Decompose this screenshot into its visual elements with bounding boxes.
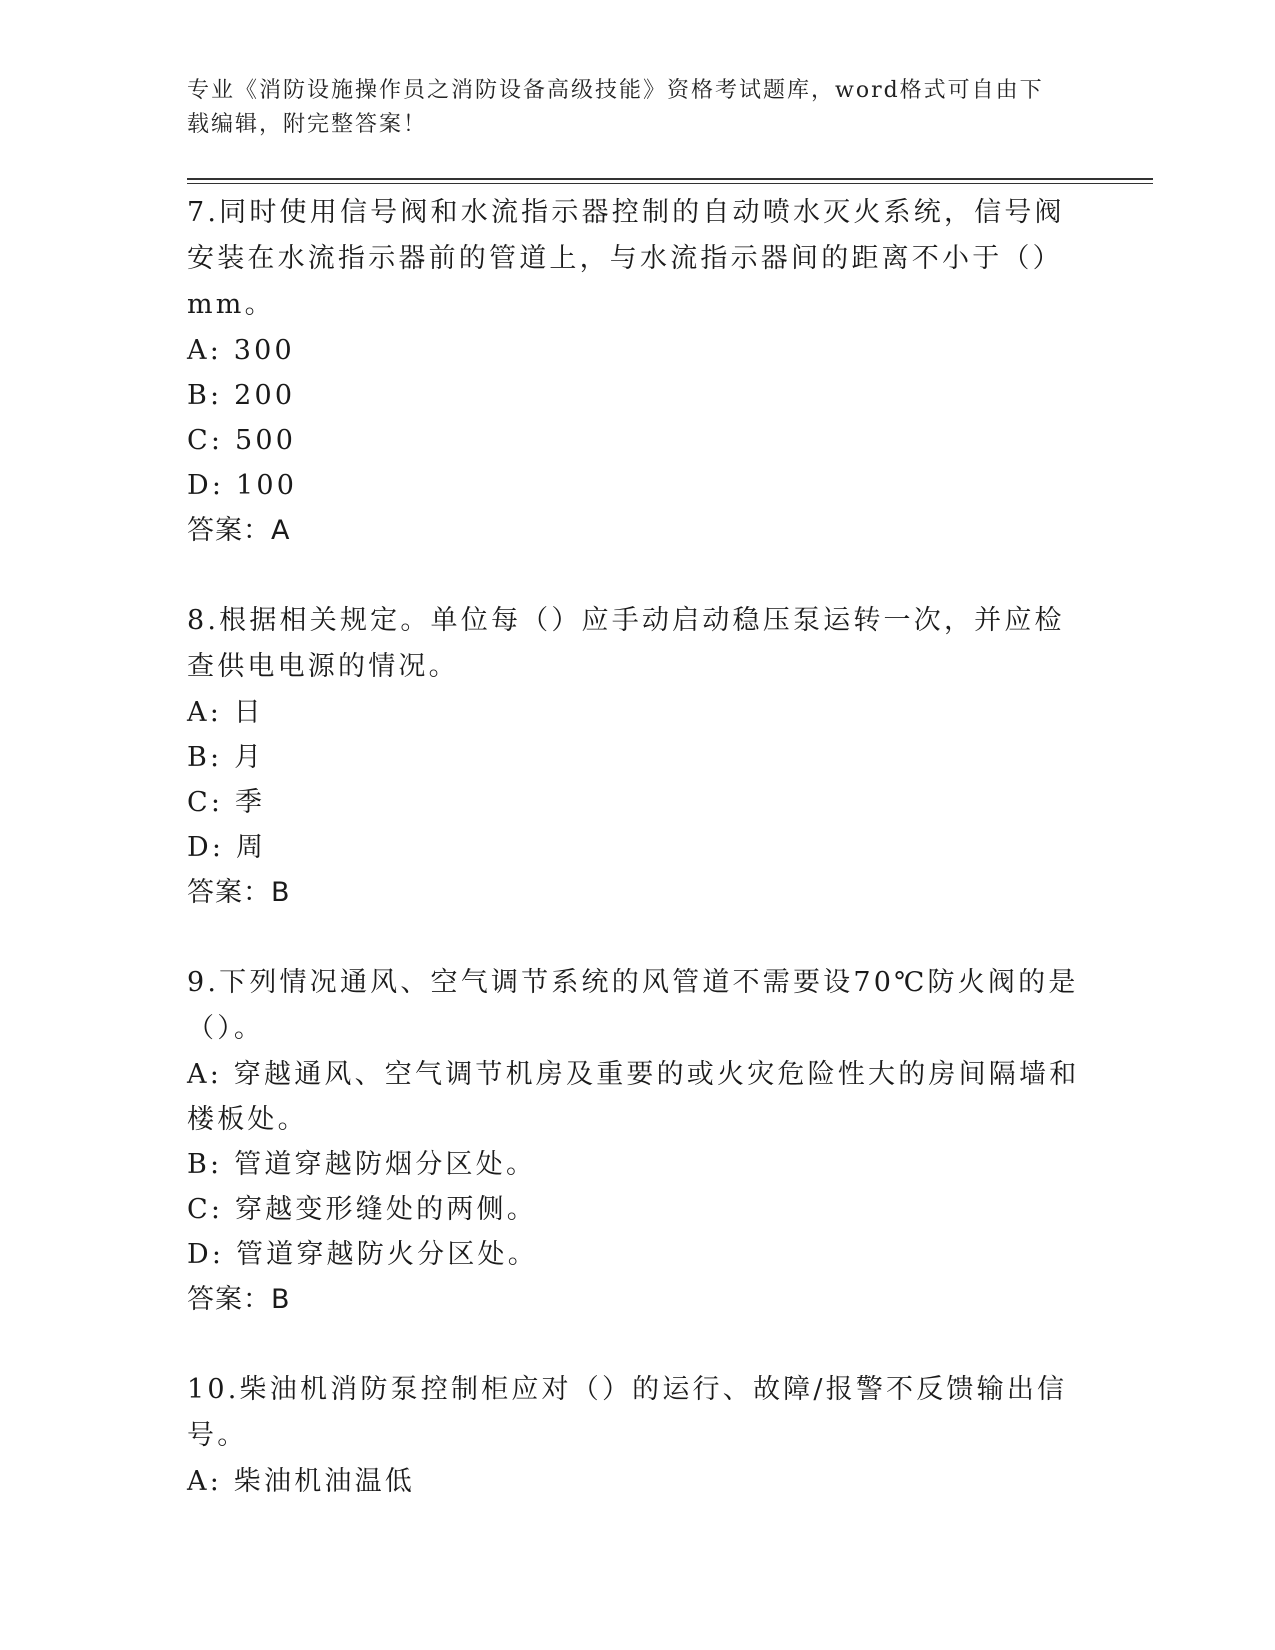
header-divider-thin bbox=[187, 183, 1153, 184]
question-list bbox=[187, 190, 1087, 1548]
option-a bbox=[187, 1052, 1087, 1142]
question-stem: 7.同时使用信号阀和水流指示器控制的自动喷水灭火系统，信号阀安装在水流指示器前的管道上，与水流指示器间的距离不小于（）mm。 bbox=[187, 197, 1065, 320]
option-b bbox=[187, 373, 1087, 418]
option-a bbox=[187, 328, 1087, 373]
option-text: 月 bbox=[234, 742, 265, 773]
question-9 bbox=[187, 960, 1087, 1323]
option-label: B: bbox=[187, 380, 223, 411]
option-label: A: bbox=[187, 697, 222, 728]
question-7 bbox=[187, 190, 1087, 554]
option-label: D: bbox=[187, 470, 225, 501]
option-d bbox=[187, 463, 1087, 508]
question-8 bbox=[187, 598, 1087, 916]
option-text: 管道穿越防烟分区处。 bbox=[234, 1149, 537, 1180]
answer-line: 答案：B bbox=[187, 877, 291, 908]
option-label: B: bbox=[187, 1149, 223, 1180]
option-text: 季 bbox=[234, 787, 266, 818]
option-label: C: bbox=[187, 425, 224, 456]
option-text: 日 bbox=[233, 697, 264, 728]
option-b bbox=[187, 1142, 1087, 1187]
option-a bbox=[187, 1459, 1087, 1504]
header-title: 专业《消防设施操作员之消防设备高级技能》资格考试题库，word格式可自由下载编辑，附完整答案！ bbox=[187, 78, 1044, 137]
option-text: 穿越变形缝处的两侧。 bbox=[234, 1194, 537, 1225]
option-a bbox=[187, 690, 1087, 735]
option-c bbox=[187, 418, 1087, 463]
option-text: 管道穿越防火分区处。 bbox=[235, 1239, 538, 1270]
option-text: 周 bbox=[235, 832, 267, 863]
option-label: A: bbox=[187, 1059, 222, 1090]
question-10 bbox=[187, 1367, 1087, 1504]
document-header bbox=[187, 74, 1067, 142]
option-label: C: bbox=[187, 787, 224, 818]
answer-line: 答案：B bbox=[187, 1284, 291, 1315]
option-b bbox=[187, 735, 1087, 780]
option-text: 300 bbox=[233, 335, 295, 366]
option-label: A: bbox=[187, 1466, 222, 1497]
option-d bbox=[187, 825, 1087, 870]
option-label: C: bbox=[187, 1194, 224, 1225]
option-text: 100 bbox=[235, 470, 298, 501]
option-text: 500 bbox=[234, 425, 297, 456]
option-label: B: bbox=[187, 742, 223, 773]
option-c bbox=[187, 1187, 1087, 1232]
question-stem: 10.柴油机消防泵控制柜应对（）的运行、故障/报警不反馈输出信号。 bbox=[187, 1374, 1068, 1451]
header-divider bbox=[187, 178, 1153, 180]
option-c bbox=[187, 780, 1087, 825]
answer-line: 答案：A bbox=[187, 515, 291, 546]
question-stem: 8.根据相关规定。单位每（）应手动启动稳压泵运转一次，并应检查供电电源的情况。 bbox=[187, 605, 1065, 682]
option-text: 200 bbox=[234, 380, 296, 411]
option-label: D: bbox=[187, 832, 225, 863]
option-d bbox=[187, 1232, 1087, 1277]
option-text: 柴油机油温低 bbox=[233, 1466, 415, 1497]
option-label: D: bbox=[187, 1239, 225, 1270]
question-stem: 9.下列情况通风、空气调节系统的风管道不需要设70℃防火阀的是（）。 bbox=[187, 967, 1079, 1044]
option-text: 穿越通风、空气调节机房及重要的或火灾危险性大的房间隔墙和楼板处。 bbox=[187, 1059, 1080, 1135]
option-label: A: bbox=[187, 335, 222, 366]
